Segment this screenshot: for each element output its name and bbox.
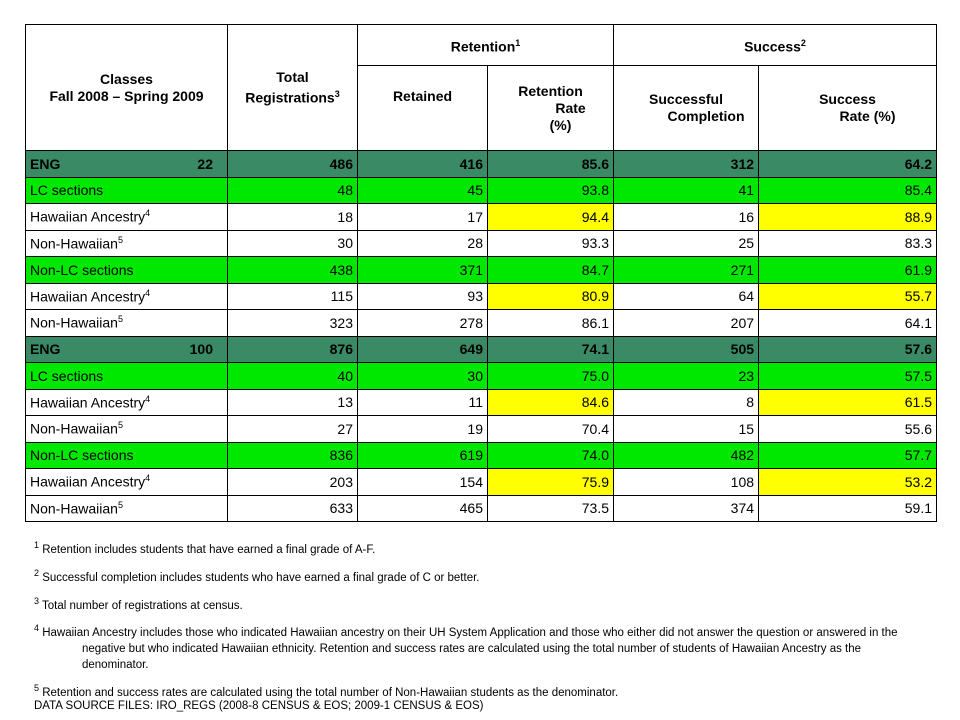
success-rate-cell: 88.9	[759, 204, 937, 231]
row-label: LC sections	[26, 363, 228, 390]
successful-completion-cell: 374	[614, 495, 759, 522]
retention-rate-cell: 75.9	[488, 469, 614, 496]
retention-rate-cell: 70.4	[488, 416, 614, 443]
retention-rate-cell: 93.8	[488, 177, 614, 204]
total-cell: 40	[228, 363, 358, 390]
footnote-2: $^2$ Successful completion includes students who have earned a final grade of C or better.	[34, 567, 480, 584]
table-row	[26, 469, 937, 496]
total-cell: 13	[228, 389, 358, 416]
table-row	[26, 177, 937, 204]
retained-header: Retained	[358, 66, 488, 151]
total-cell: 203	[228, 469, 358, 496]
success-rate-header: Success Rate (%)	[759, 66, 937, 151]
success-rate-cell: 55.6	[759, 416, 937, 443]
retention-rate-cell: 74.1	[488, 336, 614, 363]
retention-rate-cell: 84.7	[488, 257, 614, 284]
retention-success-table	[25, 24, 937, 522]
table-row	[26, 230, 937, 257]
table-row	[26, 336, 937, 363]
row-label: Non-Hawaiian$^5$	[26, 416, 228, 443]
success-rate-cell: 53.2	[759, 469, 937, 496]
successful-completion-cell: 207	[614, 310, 759, 337]
success-rate-cell: 57.5	[759, 363, 937, 390]
row-label: Hawaiian Ancestry$^4$	[26, 283, 228, 310]
table-row	[26, 495, 937, 522]
retained-cell: 28	[358, 230, 488, 257]
retention-rate-cell: 93.3	[488, 230, 614, 257]
total-cell: 18	[228, 204, 358, 231]
total-cell: 633	[228, 495, 358, 522]
retained-cell: 93	[358, 283, 488, 310]
row-label: Hawaiian Ancestry$^4$	[26, 469, 228, 496]
row-label: LC sections	[26, 177, 228, 204]
retention-rate-cell: 85.6	[488, 151, 614, 178]
success-rate-cell: 64.1	[759, 310, 937, 337]
successful-completion-cell: 482	[614, 442, 759, 469]
course-code: 22	[197, 155, 213, 172]
table-row	[26, 151, 937, 178]
course-code: 100	[189, 341, 213, 358]
total-cell: 876	[228, 336, 358, 363]
retention-rate-cell: 94.4	[488, 204, 614, 231]
row-label: ENG 100	[26, 336, 228, 363]
successful-completion-cell: 41	[614, 177, 759, 204]
table-row	[26, 416, 937, 443]
retention-rate-cell: 74.0	[488, 442, 614, 469]
success-rate-cell: 85.4	[759, 177, 937, 204]
retention-rate-cell: 86.1	[488, 310, 614, 337]
retention-rate-cell: 73.5	[488, 495, 614, 522]
table-row	[26, 283, 937, 310]
table-row	[26, 257, 937, 284]
success-rate-cell: 55.7	[759, 283, 937, 310]
data-source: DATA SOURCE FILES: IRO_REGS (2008-8 CENSUS & EOS; 2009-1 CENSUS & EOS)	[34, 700, 484, 712]
footnote-5: $^5$ Retention and success rates are calculated using the total number of Non-Hawaiian students as the denominator.	[34, 683, 619, 700]
retained-cell: 619	[358, 442, 488, 469]
successful-completion-cell: 8	[614, 389, 759, 416]
footnotes	[34, 537, 914, 708]
total-cell: 27	[228, 416, 358, 443]
successful-completion-cell: 25	[614, 230, 759, 257]
row-label: Non-LC sections	[26, 442, 228, 469]
success-rate-cell: 64.2	[759, 151, 937, 178]
row-label: Non-Hawaiian$^5$	[26, 495, 228, 522]
success-rate-cell: 61.9	[759, 257, 937, 284]
successful-completion-cell: 108	[614, 469, 759, 496]
retained-cell: 465	[358, 495, 488, 522]
retained-cell: 416	[358, 151, 488, 178]
row-label: Non-Hawaiian$^5$	[26, 230, 228, 257]
total-cell: 48	[228, 177, 358, 204]
success-rate-cell: 83.3	[759, 230, 937, 257]
retention-header: Retention$^1$	[358, 25, 614, 66]
retention-rate-cell: 80.9	[488, 283, 614, 310]
success-rate-cell: 57.6	[759, 336, 937, 363]
retained-cell: 278	[358, 310, 488, 337]
successful-completion-cell: 23	[614, 363, 759, 390]
table-row	[26, 442, 937, 469]
successful-completion-cell: 271	[614, 257, 759, 284]
total-cell: 323	[228, 310, 358, 337]
row-label: Hawaiian Ancestry$^4$	[26, 204, 228, 231]
footnote-4: $^4$ Hawaiian Ancestry includes those who indicated Hawaiian ancestry on their UH System Application and those who either did not answer the question or answered in the negative but who indicated Hawaiian ethnicity. Retention and success rates are calculated using the total number of students of Hawaiian Ancestry as the denominator.	[34, 623, 898, 672]
total-cell: 438	[228, 257, 358, 284]
total-cell: 30	[228, 230, 358, 257]
table-row	[26, 204, 937, 231]
row-label: ENG 22	[26, 151, 228, 178]
retention-rate-cell: 84.6	[488, 389, 614, 416]
successful-completion-cell: 505	[614, 336, 759, 363]
table-row	[26, 310, 937, 337]
retained-cell: 30	[358, 363, 488, 390]
row-label: Hawaiian Ancestry$^4$	[26, 389, 228, 416]
total-cell: 836	[228, 442, 358, 469]
retained-cell: 45	[358, 177, 488, 204]
footnote-1: $^1$ Retention includes students that have earned a final grade of A-F.	[34, 540, 376, 556]
total-cell: 115	[228, 283, 358, 310]
successful-completion-cell: 312	[614, 151, 759, 178]
retention-rate-cell: 75.0	[488, 363, 614, 390]
successful-completion-cell: 64	[614, 283, 759, 310]
successful-completion-header: Successful Completion	[614, 66, 759, 151]
total-cell: 486	[228, 151, 358, 178]
footnote-3: $^3$ Total number of registrations at census.	[34, 595, 243, 612]
table-row	[26, 363, 937, 390]
success-header: Success$^2$	[614, 25, 937, 66]
row-label: Non-LC sections	[26, 257, 228, 284]
retained-cell: 371	[358, 257, 488, 284]
retained-cell: 649	[358, 336, 488, 363]
success-rate-cell: 61.5	[759, 389, 937, 416]
classes-header: Classes Fall 2008 – Spring 2009	[26, 25, 228, 151]
retained-cell: 11	[358, 389, 488, 416]
retention-rate-header: Retention Rate (%)	[488, 66, 614, 151]
total-registrations-header: Total Registrations$^3$	[228, 25, 358, 151]
row-label: Non-Hawaiian$^5$	[26, 310, 228, 337]
table-row	[26, 389, 937, 416]
successful-completion-cell: 16	[614, 204, 759, 231]
retained-cell: 17	[358, 204, 488, 231]
success-rate-cell: 57.7	[759, 442, 937, 469]
successful-completion-cell: 15	[614, 416, 759, 443]
success-rate-cell: 59.1	[759, 495, 937, 522]
retained-cell: 154	[358, 469, 488, 496]
retained-cell: 19	[358, 416, 488, 443]
